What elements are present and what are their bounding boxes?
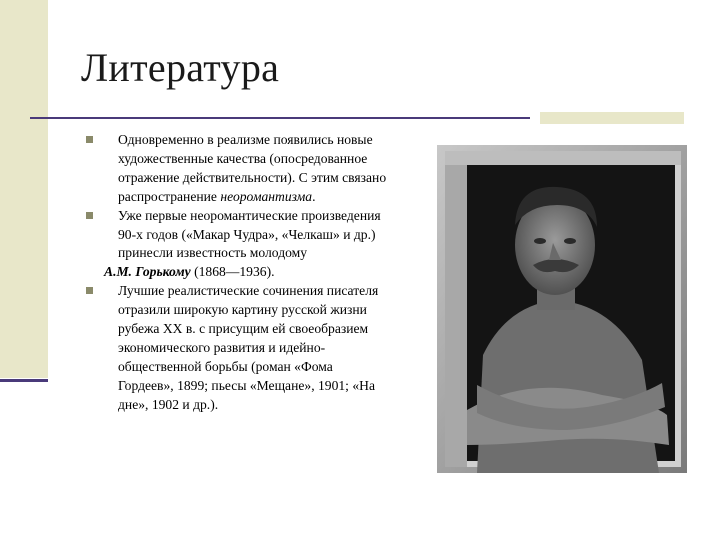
emphasized-term: неоромантизма [220,188,313,204]
bullet-line: отразили широкую картину русской жизни [118,302,367,318]
author-dates: (1868—1936). [190,264,275,280]
bullet-line: отражение действительности). С этим связано [118,169,387,185]
title-divider [30,117,530,119]
bullet-item [82,207,432,264]
author-line [82,263,432,282]
bullet-line [118,188,432,207]
slide-title: Литература [81,45,280,90]
author-name: А.М. Горькому [104,264,191,280]
bullet-item [82,282,432,414]
bullet-line: принесли известность молодому [118,245,308,261]
bullet-item [82,131,432,207]
bullet-line: художественные качества (опосредованное [118,150,368,166]
bullet-line: экономического развития и идейно- [118,339,326,355]
title-divider-accent [540,112,684,124]
bullet-line: Лучшие реалистические сочинения писателя [118,283,379,299]
bullet-square-icon [86,136,93,143]
portrait-photo [437,145,687,473]
bullet-line: Уже первые неоромантические произведения [118,207,381,223]
bullet-line: общественной борьбы (роман «Фома [118,358,333,374]
bullet-list [82,131,432,415]
decorative-side-line [0,379,48,382]
bullet-square-icon [86,212,93,219]
bullet-line: Гордеев», 1899; пьесы «Мещане», 1901; «На [118,377,375,393]
bullet-line: Одновременно в реализме появились новые [118,132,373,147]
bullet-text: . [312,188,316,204]
portrait-photo-icon [437,145,687,473]
bullet-square-icon [86,287,93,294]
bullet-text: распространение [118,188,221,204]
bullet-line: рубежа XX в. с присущим ей своеобразием [118,321,369,337]
bullet-line: 90-х годов («Макар Чудра», «Челкаш» и др.) [118,226,376,242]
bullet-line: дне», 1902 и др.). [118,396,219,412]
decorative-side-bar [0,0,48,378]
